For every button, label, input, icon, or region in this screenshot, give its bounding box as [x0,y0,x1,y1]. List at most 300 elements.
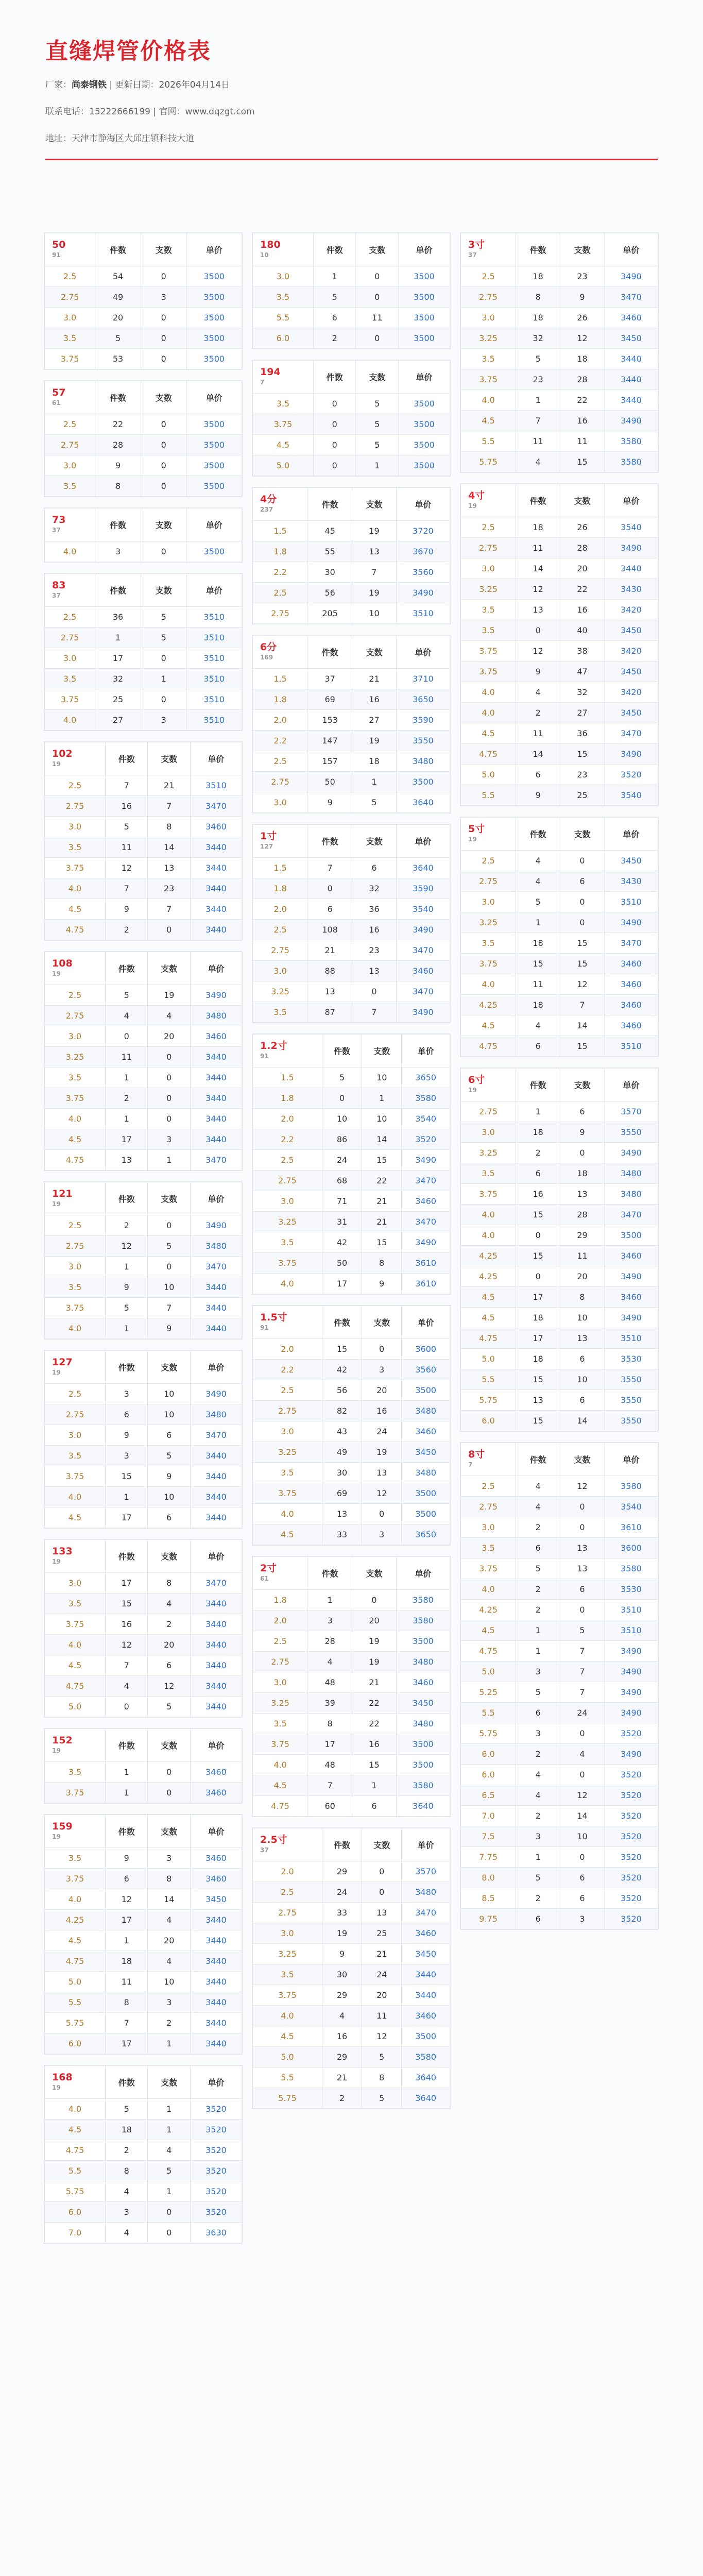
count-cell: 8 [560,1287,605,1308]
table-row [253,1274,450,1294]
thickness-cell: 3.0 [461,558,516,579]
pieces-header: 件数 [95,233,141,266]
price-cell: 3500 [396,1755,450,1775]
thickness-cell: 4.0 [461,1225,516,1246]
table-row [253,2006,450,2026]
table-row [45,1006,242,1026]
table-row [45,1992,242,2013]
thickness-cell: 3.0 [45,817,106,837]
table-row [45,899,242,920]
thickness-cell: 4.5 [45,899,106,920]
pieces-cell: 1 [516,1620,560,1641]
thickness-cell: 2.5 [253,583,308,603]
count-cell: 7 [560,1682,605,1703]
spec-sub-label: 19 [52,760,61,768]
table-row [461,1538,658,1558]
pieces-cell: 68 [322,1171,362,1191]
table-row [45,1697,242,1717]
pieces-cell: 11 [516,974,560,995]
thickness-cell: 2.75 [45,796,106,817]
pieces-cell: 7 [308,1775,352,1796]
thickness-cell: 4.5 [461,1620,516,1641]
price-cell: 3510 [186,710,242,731]
count-cell: 10 [362,1067,402,1088]
pieces-cell: 3 [106,1384,148,1404]
count-cell: 36 [560,723,605,744]
table-row [461,1205,658,1225]
thickness-cell: 3.25 [461,912,516,933]
count-cell: 2 [148,2013,190,2033]
count-cell: 20 [362,1380,402,1401]
price-cell: 3550 [604,1390,658,1411]
thickness-cell: 2.75 [45,287,95,308]
thickness-cell: 5.5 [45,2161,106,2181]
address-line: 地址：天津市静海区大邱庄镇科技大道 [45,133,194,144]
table-row [461,765,658,785]
count-cell: 40 [560,620,605,641]
count-cell: 21 [148,775,190,796]
pieces-cell: 153 [308,710,352,731]
pieces-cell: 24 [322,1150,362,1171]
price-cell: 3440 [190,1298,242,1318]
thickness-cell: 4.75 [461,744,516,765]
table-row [253,1191,450,1212]
count-header: 支数 [356,361,398,394]
price-cell: 3480 [402,1401,450,1421]
table-header-row [253,1828,450,1861]
page-title: 直缝焊管价格表 [45,38,211,64]
table-header-row [45,1540,242,1573]
count-cell: 5 [141,628,186,648]
thickness-cell: 4.75 [45,920,106,940]
spec-sub-label: 19 [52,1200,61,1208]
price-cell: 3470 [396,940,450,961]
thickness-cell: 2.2 [253,1360,322,1380]
thickness-cell: 2.0 [253,1611,308,1631]
thickness-cell: 3.0 [253,792,308,813]
thickness-cell: 3.25 [253,981,308,1002]
table-row [45,476,242,497]
pieces-cell: 15 [516,1411,560,1431]
table-row [461,1826,658,1847]
count-cell: 0 [141,349,186,369]
pieces-cell: 6 [516,1163,560,1184]
table-row [461,871,658,892]
count-cell: 19 [352,731,397,751]
thickness-cell: 2.75 [253,940,308,961]
count-cell: 22 [560,390,605,411]
price-header: 单价 [604,818,658,851]
spec-label: 194 [260,366,281,378]
thickness-cell: 3.5 [253,1232,322,1253]
count-header: 支数 [148,1540,190,1573]
spec-label: 8寸 [468,1448,485,1460]
table-row [461,1015,658,1036]
pieces-cell: 13 [516,1390,560,1411]
thickness-cell: 3.5 [253,287,314,308]
pieces-cell: 17 [106,1910,148,1930]
price-cell: 3500 [398,394,450,414]
thickness-cell: 3.75 [45,1869,106,1889]
table-header-row [253,825,450,858]
count-cell: 1 [362,1088,402,1109]
thickness-cell: 1.5 [253,669,308,689]
count-cell: 0 [148,1257,190,1277]
spec-cell [461,1443,516,1476]
price-cell: 3470 [190,1257,242,1277]
pieces-cell: 9 [308,792,352,813]
thickness-cell: 5.25 [461,1682,516,1703]
spec-sub-label: 19 [52,1747,61,1754]
pieces-cell: 5 [516,892,560,912]
thickness-cell: 6.0 [461,1411,516,1431]
price-cell: 3490 [604,1682,658,1703]
table-row [253,1734,450,1755]
thickness-cell: 3.5 [45,1762,106,1783]
table-row [461,1620,658,1641]
thickness-cell: 3.0 [461,1122,516,1143]
price-table [44,2065,242,2243]
pieces-cell: 30 [322,1463,362,1483]
count-cell: 13 [560,1328,605,1349]
count-cell: 19 [352,1652,397,1672]
thickness-cell: 3.25 [461,579,516,600]
pieces-cell: 9 [95,455,141,476]
pieces-cell: 2 [516,1744,560,1765]
pieces-cell: 8 [106,2161,148,2181]
price-cell: 3570 [604,1101,658,1122]
table-header-row [253,636,450,669]
thickness-cell: 6.0 [45,2033,106,2054]
count-cell: 14 [560,1015,605,1036]
pieces-cell: 12 [106,1635,148,1655]
table-row [253,1171,450,1191]
pieces-cell: 43 [322,1421,362,1442]
spec-cell [45,574,95,607]
table-row [461,1909,658,1929]
price-cell: 3440 [190,1507,242,1528]
thickness-cell: 1.5 [253,858,308,878]
count-cell: 5 [362,2047,402,2067]
count-header: 支数 [141,233,186,266]
pieces-cell: 17 [95,648,141,669]
price-cell: 3500 [402,2026,450,2047]
count-cell: 3 [560,1909,605,1929]
price-cell: 3580 [396,1611,450,1631]
thickness-cell: 7.0 [45,2223,106,2243]
price-cell: 3710 [396,669,450,689]
price-cell: 3480 [396,1652,450,1672]
thickness-cell: 2.75 [461,287,516,308]
price-header: 单价 [190,1182,242,1215]
price-cell: 3520 [604,1765,658,1785]
pieces-header: 件数 [516,484,560,517]
count-cell: 22 [362,1171,402,1191]
pieces-cell: 0 [106,1026,148,1047]
pieces-header: 件数 [308,1557,352,1590]
price-cell: 3480 [396,751,450,772]
price-cell: 3460 [190,1848,242,1869]
price-cell: 3440 [604,558,658,579]
spec-cell [253,1828,322,1861]
price-header: 单价 [186,381,242,414]
thickness-cell: 2.2 [253,731,308,751]
table-row [45,1298,242,1318]
count-header: 支数 [362,1306,402,1339]
table-row [461,1369,658,1390]
pieces-cell: 8 [95,476,141,497]
table-row [461,517,658,538]
price-cell: 3490 [604,1744,658,1765]
thickness-cell: 3.75 [461,954,516,974]
thickness-cell: 2.0 [253,899,308,920]
thickness-cell: 4.0 [45,1635,106,1655]
update-date: | 更新日期：2026年04月14日 [109,80,230,90]
thickness-cell: 3.0 [45,455,95,476]
price-table [252,1828,450,2109]
pieces-cell: 205 [308,603,352,624]
thickness-cell: 3.25 [253,1944,322,1964]
count-cell: 4 [148,1006,190,1026]
price-cell: 3540 [604,1497,658,1517]
table-header-row [45,1351,242,1384]
count-cell: 5 [356,394,398,414]
count-header: 支数 [352,1557,397,1590]
pieces-cell: 37 [308,669,352,689]
count-cell: 0 [560,892,605,912]
count-cell: 0 [141,455,186,476]
price-cell: 3500 [604,1225,658,1246]
count-cell: 36 [352,899,397,920]
spec-cell [461,233,516,266]
count-cell: 3 [141,710,186,731]
count-cell: 5 [352,792,397,813]
spec-cell [45,233,95,266]
price-cell: 3500 [186,541,242,562]
price-cell: 3450 [604,851,658,871]
thickness-cell: 2.5 [45,985,106,1006]
price-cell: 3510 [186,669,242,689]
thickness-cell: 4.0 [45,1318,106,1339]
pieces-cell: 50 [308,772,352,792]
thickness-cell: 2.75 [45,628,95,648]
thickness-cell: 2.5 [253,1631,308,1652]
table-header-row [45,233,242,266]
count-cell: 0 [362,1504,402,1524]
thickness-cell: 1.8 [253,1088,322,1109]
pieces-cell: 6 [516,1703,560,1723]
pieces-cell: 32 [516,328,560,349]
price-cell: 3500 [402,1380,450,1401]
table-row [253,1253,450,1274]
thickness-cell: 3.5 [45,1277,106,1298]
price-table [44,1539,242,1717]
table-row [253,1923,450,1944]
price-header: 单价 [604,1069,658,1101]
pieces-header: 件数 [314,361,356,394]
price-header: 单价 [604,484,658,517]
price-cell: 3490 [604,538,658,558]
table-row [461,1682,658,1703]
table-row [253,1442,450,1463]
thickness-cell: 2.5 [45,266,95,287]
table-column [252,233,450,2109]
thickness-cell: 5.0 [461,1349,516,1369]
thickness-cell: 4.5 [461,723,516,744]
table-row [253,1611,450,1631]
table-row [45,2120,242,2140]
pieces-header: 件数 [95,509,141,541]
pieces-cell: 2 [516,703,560,723]
pieces-cell: 8 [516,287,560,308]
count-cell: 21 [352,1672,397,1693]
spec-sub-label: 19 [468,1086,477,1094]
table-row [461,1287,658,1308]
table-row [253,1232,450,1253]
count-cell: 14 [148,1889,190,1910]
price-cell: 3500 [186,435,242,455]
price-table [252,1034,450,1294]
thickness-cell: 4.25 [461,1600,516,1620]
price-cell: 3520 [604,1723,658,1744]
count-cell: 27 [352,710,397,731]
table-row [461,974,658,995]
table-row [253,1212,450,1232]
thickness-cell: 2.5 [253,1882,322,1903]
count-header: 支数 [141,574,186,607]
price-table [252,1306,450,1545]
price-cell: 3500 [402,1483,450,1504]
price-cell: 3580 [604,1558,658,1579]
price-cell: 3440 [190,1318,242,1339]
price-cell: 3490 [604,744,658,765]
count-cell: 6 [560,1349,605,1369]
table-header-row [45,574,242,607]
thickness-cell: 4.0 [45,1109,106,1129]
price-cell: 3520 [604,1806,658,1826]
thickness-cell: 4.5 [253,2026,322,2047]
pieces-cell: 1 [106,1109,148,1129]
pieces-cell: 0 [516,1225,560,1246]
thickness-cell: 3.0 [461,1517,516,1538]
price-header: 单价 [190,742,242,775]
count-cell: 11 [560,1246,605,1266]
table-row [461,328,658,349]
table-row [461,1579,658,1600]
spec-sub-label: 91 [260,1324,269,1331]
thickness-cell: 6.5 [461,1785,516,1806]
table-row [253,1150,450,1171]
count-cell: 10 [148,1404,190,1425]
pieces-cell: 4 [106,1676,148,1697]
pieces-cell: 2 [516,1806,560,1826]
price-cell: 3440 [190,1635,242,1655]
table-row [461,1765,658,1785]
thickness-cell: 4.5 [461,411,516,431]
count-cell: 9 [560,287,605,308]
thickness-cell: 2.5 [253,1150,322,1171]
count-cell: 32 [352,878,397,899]
thickness-cell: 2.5 [253,1380,322,1401]
count-cell: 15 [560,744,605,765]
price-cell: 3500 [186,287,242,308]
pieces-cell: 1 [106,1487,148,1507]
count-cell: 1 [148,2099,190,2120]
price-cell: 3540 [604,517,658,538]
spec-sub-label: 61 [260,1574,269,1582]
price-header: 单价 [190,952,242,985]
table-row [45,2161,242,2181]
thickness-cell: 2.5 [253,751,308,772]
table-row [461,600,658,620]
price-cell: 3440 [190,1594,242,1614]
table-row [253,981,450,1002]
price-cell: 3450 [396,1693,450,1714]
table-row [253,1903,450,1923]
spec-sub-label: 91 [52,251,61,259]
count-cell: 5 [148,1697,190,1717]
count-cell: 12 [560,1476,605,1497]
count-cell: 1 [356,455,398,476]
count-cell: 6 [560,1101,605,1122]
thickness-cell: 3.0 [45,1573,106,1594]
table-row [45,1676,242,1697]
count-cell: 20 [148,1930,190,1951]
price-cell: 3530 [604,1349,658,1369]
table-row [45,287,242,308]
thickness-cell: 2.75 [461,871,516,892]
thickness-cell: 6.0 [461,1744,516,1765]
price-table [44,1815,242,2054]
count-cell: 12 [560,1785,605,1806]
spec-cell [253,1557,308,1590]
thickness-cell: 3.75 [253,1483,322,1504]
pieces-cell: 9 [516,785,560,806]
price-cell: 3440 [190,1129,242,1150]
table-row [461,431,658,452]
price-cell: 3440 [190,1614,242,1635]
pieces-cell: 1 [516,912,560,933]
count-cell: 18 [560,1163,605,1184]
count-cell: 18 [352,751,397,772]
thickness-cell: 7.75 [461,1847,516,1868]
thickness-cell: 5.5 [461,431,516,452]
table-row [461,933,658,954]
price-cell: 3540 [604,785,658,806]
pieces-cell: 11 [516,431,560,452]
pieces-header: 件数 [106,1182,148,1215]
table-header-row [253,233,450,266]
pieces-header: 件数 [106,1540,148,1573]
count-cell: 28 [560,369,605,390]
count-header: 支数 [362,1035,402,1067]
pieces-cell: 30 [308,562,352,583]
price-cell: 3560 [402,1360,450,1380]
price-cell: 3500 [398,455,450,476]
price-table [44,1350,242,1528]
count-cell: 0 [148,2223,190,2243]
count-cell: 0 [560,1600,605,1620]
pieces-cell: 157 [308,751,352,772]
count-cell: 6 [560,1579,605,1600]
count-cell: 13 [560,1538,605,1558]
thickness-cell: 3.5 [45,328,95,349]
table-row [45,2202,242,2223]
price-table [44,742,242,940]
table-row [45,328,242,349]
count-cell: 3 [148,1992,190,2013]
count-cell: 19 [148,985,190,1006]
